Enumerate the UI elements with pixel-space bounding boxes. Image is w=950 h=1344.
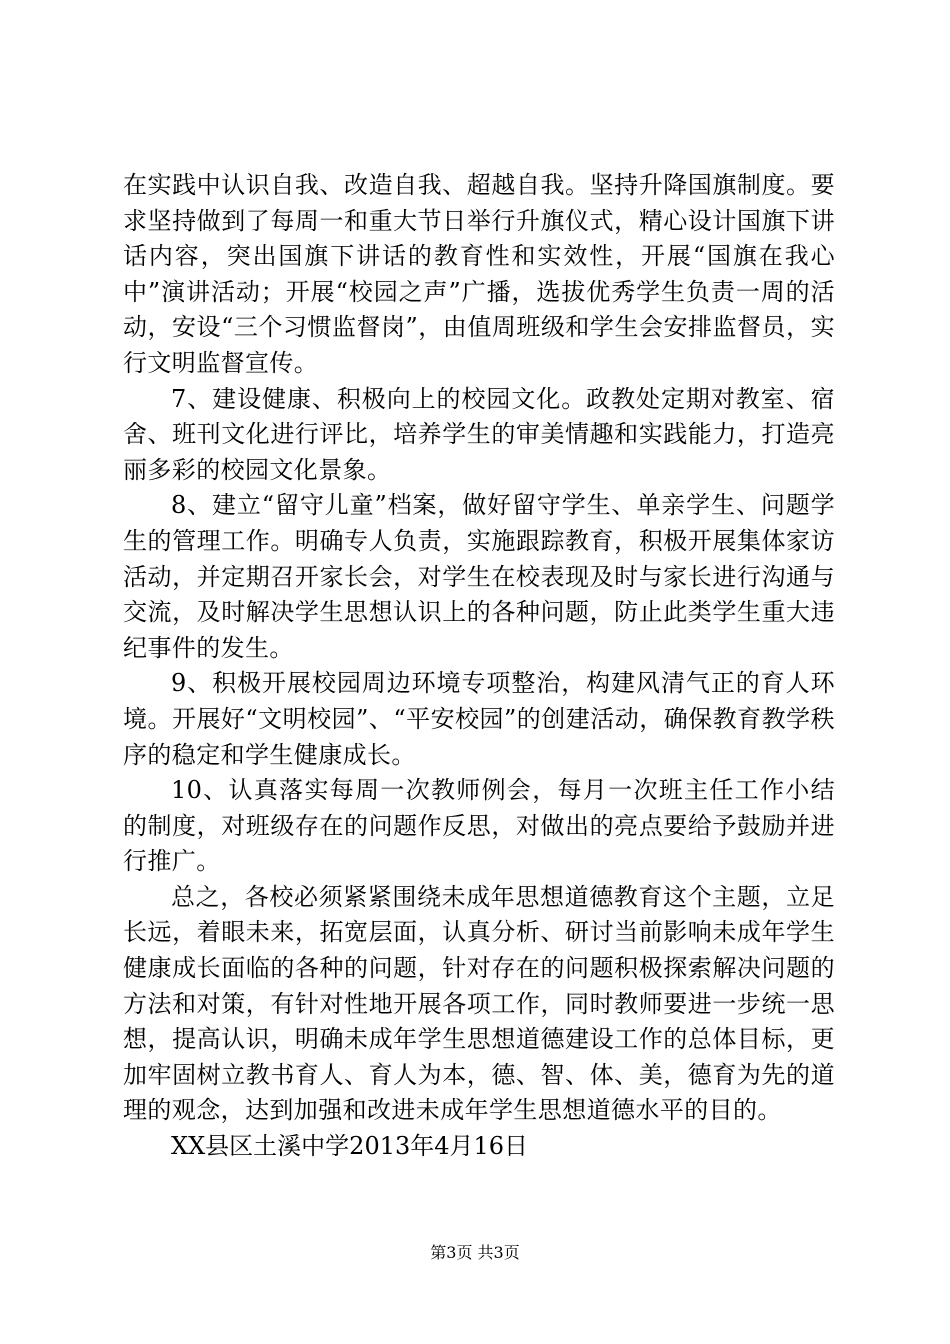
paragraph-summary: 总之，各校必须紧紧围绕未成年思想道德教育这个主题，立足长远，着眼未来，拓宽层面，认真分析、研讨当前影响未成年学生健康成长面临的各种的问题，针对存在的问题积极探索解决问题的方法和对策，有针对性地开展各项工作，同时教师要进一步统一思想，提高认识，明确未成年学生思想道德建设工作的总体目标，更加牢固树立教书育人、育人为本，德、智、体、美，德育为先的道理的观念，达到加强和改进未成年学生思想道德水平的目的。 <box>123 882 835 1125</box>
paragraph-item-8: 8、建立“留守儿童”档案，做好留守学生、单亲学生、问题学生的管理工作。明确专人负责，实施跟踪教育，积极开展集体家访活动，并定期召开家长会，对学生在校表现及时与家长进行沟通与交流，及时解决学生思想认识上的各种问题，防止此类学生重大违纪事件的发生。 <box>123 491 835 662</box>
paragraph-item-7: 7、建设健康、积极向上的校园文化。政教处定期对教室、宿舍、班刊文化进行评比，培养学生的审美情趣和实践能力，打造亮丽多彩的校园文化景象。 <box>123 384 835 484</box>
page-footer <box>0 1242 950 1264</box>
page-number: 第3页 共3页 <box>430 1243 520 1262</box>
paragraph-item-10: 10、认真落实每周一次教师例会，每月一次班主任工作小结的制度，对班级存在的问题作反思，对做出的亮点要给予鼓励并进行推广。 <box>123 776 835 876</box>
signature-line: XX县区土溪中学2013年4月16日 <box>171 1132 529 1161</box>
document-body <box>123 168 835 1165</box>
paragraph-continuation: 在实践中认识自我、改造自我、超越自我。坚持升降国旗制度。要求坚持做到了每周一和重大节日举行升旗仪式，精心设计国旗下讲话内容，突出国旗下讲话的教育性和实效性，开展“国旗在我心中”演讲活动；开展“校园之声”广播，选拔优秀学生负责一周的活动，安设“三个习惯监督岗”，由值周班级和学生会安排监督员，实行文明监督宣传。 <box>123 171 835 377</box>
paragraph-item-9: 9、积极开展校园周边环境专项整治，构建风清气正的育人环境。开展好“文明校园”、“平安校园”的创建活动，确保教育教学秩序的稳定和学生健康成长。 <box>123 669 835 769</box>
